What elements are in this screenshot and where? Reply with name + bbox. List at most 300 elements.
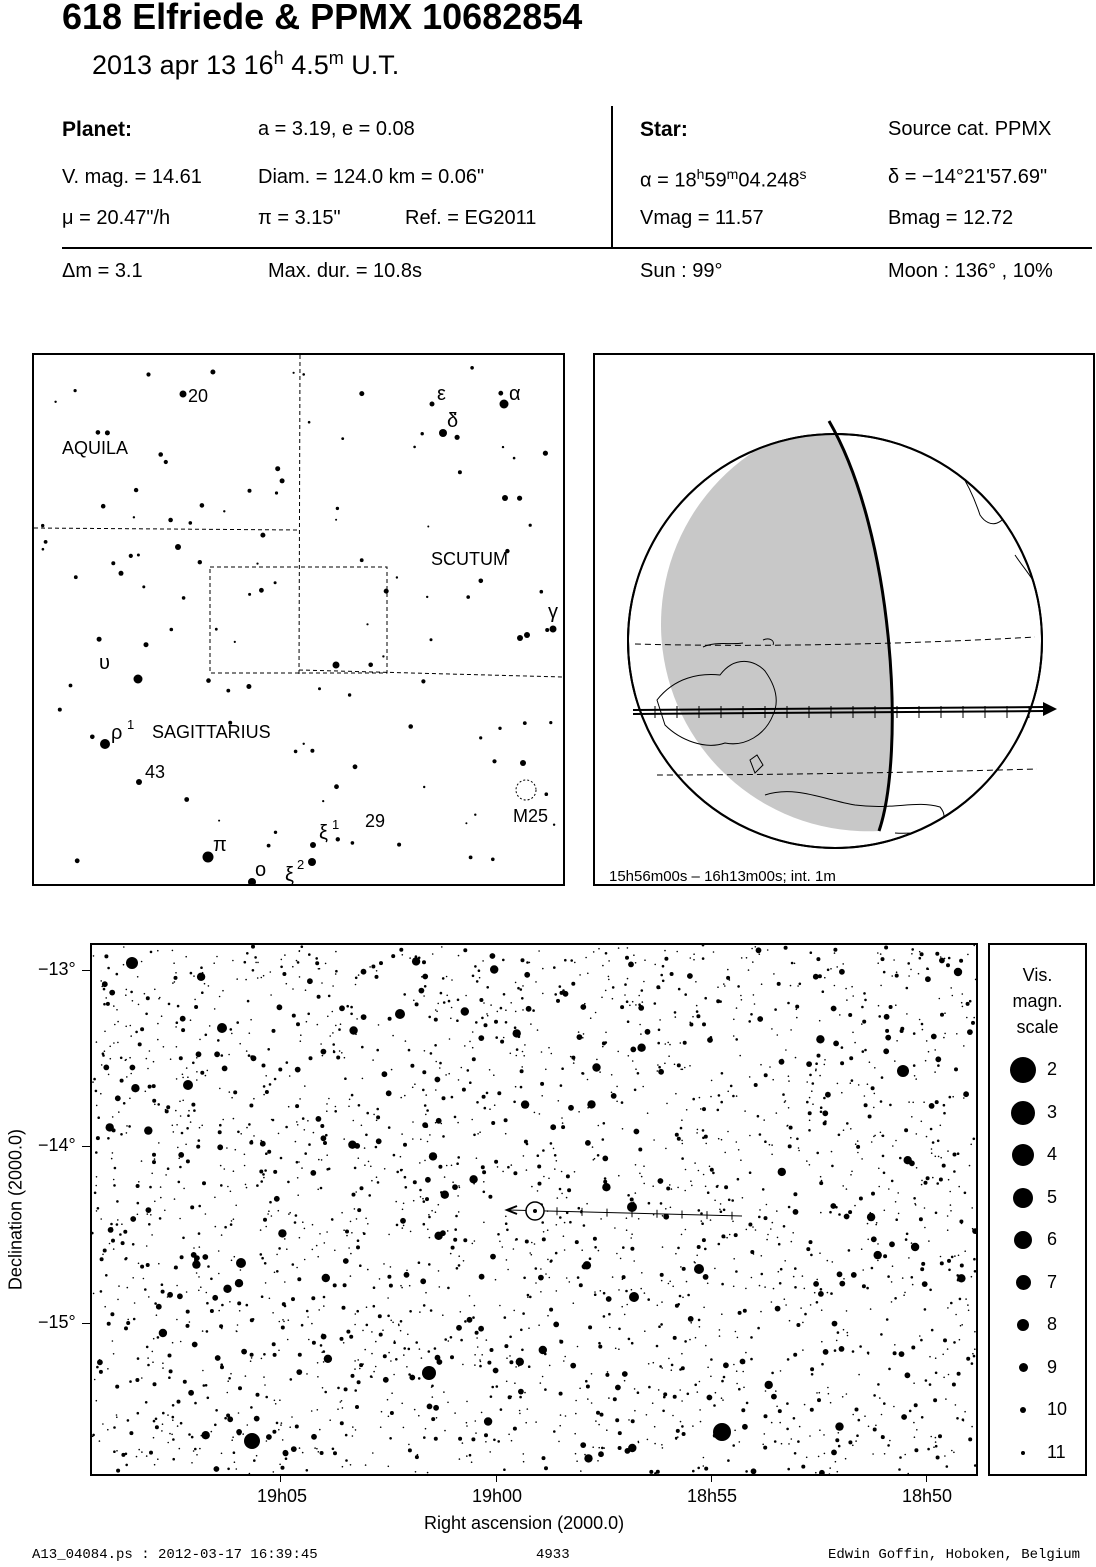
map-star	[548, 1047, 550, 1049]
map-star	[893, 1406, 895, 1408]
map-star	[792, 1232, 794, 1234]
map-star	[704, 1467, 708, 1471]
map-star	[179, 1448, 181, 1450]
map-star	[577, 1276, 580, 1279]
map-star	[935, 1372, 938, 1375]
map-star	[387, 1297, 389, 1299]
map-star	[394, 1340, 396, 1342]
map-star	[389, 1284, 393, 1288]
map-star	[838, 1445, 841, 1448]
map-star	[856, 1434, 859, 1437]
map-star	[263, 1177, 265, 1179]
map-star	[446, 976, 448, 978]
map-star	[523, 1055, 525, 1057]
map-star	[846, 1393, 848, 1395]
map-star	[738, 1149, 740, 1151]
map-star	[516, 1358, 524, 1366]
map-star	[165, 1174, 167, 1176]
map-star	[665, 1148, 667, 1150]
map-star	[702, 1129, 705, 1132]
magnitude-dot-4	[1012, 1144, 1034, 1166]
map-star	[569, 1221, 572, 1224]
map-star	[721, 1380, 724, 1383]
map-star	[211, 1431, 213, 1433]
map-star	[132, 1277, 134, 1279]
map-star	[301, 1324, 304, 1327]
map-star	[249, 1104, 253, 1108]
map-star	[542, 993, 544, 995]
map-star	[794, 1267, 797, 1270]
map-star	[201, 991, 204, 994]
map-star	[132, 1000, 134, 1002]
map-star	[966, 1357, 970, 1361]
map-star	[472, 1057, 476, 1061]
map-star	[450, 1336, 453, 1339]
map-star	[94, 1192, 97, 1195]
map-star	[608, 979, 610, 981]
map-star	[427, 1141, 429, 1143]
map-star	[230, 1191, 232, 1193]
map-star	[740, 995, 742, 997]
map-star	[843, 1129, 845, 1131]
map-star	[379, 1333, 383, 1337]
map-star	[914, 1403, 918, 1407]
map-star	[633, 1260, 635, 1262]
map-star	[404, 1176, 407, 1179]
map-star	[535, 981, 537, 983]
map-star	[907, 962, 910, 965]
map-star	[429, 1134, 431, 1136]
map-star	[829, 1467, 831, 1469]
map-star	[851, 1171, 853, 1173]
map-star	[664, 950, 666, 952]
map-star	[529, 1252, 531, 1254]
map-star	[943, 1377, 945, 1379]
map-star	[188, 1433, 191, 1436]
map-star	[554, 1168, 556, 1170]
map-star	[181, 1028, 185, 1032]
finder-star	[310, 749, 314, 753]
map-star	[622, 1128, 624, 1130]
map-star	[235, 1205, 237, 1207]
map-star	[126, 1076, 128, 1078]
map-star	[246, 1187, 248, 1189]
map-star	[100, 1093, 102, 1095]
map-star	[678, 988, 681, 991]
map-star	[898, 1213, 900, 1215]
x-tick-18h50: 18h50	[902, 1486, 953, 1506]
map-star	[973, 945, 975, 946]
map-star	[160, 1197, 162, 1199]
map-star	[176, 1285, 178, 1287]
map-star	[404, 1095, 406, 1097]
map-star	[278, 1247, 281, 1250]
map-star	[496, 1385, 499, 1388]
map-star	[155, 1425, 159, 1429]
map-star	[306, 1469, 309, 1472]
map-star	[642, 1001, 644, 1003]
map-star	[412, 1087, 414, 1089]
map-star	[809, 1240, 813, 1244]
finder-star	[543, 451, 548, 456]
finder-star	[274, 831, 277, 834]
map-star	[186, 1127, 189, 1130]
map-star	[823, 1349, 829, 1355]
map-star	[263, 1094, 265, 1096]
map-star	[191, 1462, 193, 1464]
map-star	[733, 1019, 735, 1021]
map-star	[240, 1269, 242, 1271]
map-star	[250, 1019, 252, 1021]
map-star	[391, 954, 395, 958]
map-star	[569, 1281, 571, 1283]
map-star	[172, 1458, 175, 1461]
map-star	[884, 1014, 890, 1020]
map-star	[224, 1168, 226, 1170]
map-star	[409, 1285, 411, 1287]
map-star	[959, 1339, 961, 1341]
map-star	[363, 1232, 365, 1234]
map-star	[537, 1190, 539, 1192]
magnitude-dot-5	[1013, 1188, 1033, 1208]
map-star	[212, 1295, 218, 1301]
map-star	[129, 1057, 131, 1059]
map-star	[279, 1399, 281, 1401]
map-star	[721, 1397, 723, 1399]
map-star	[721, 1072, 724, 1075]
magnitude-label-6: 6	[1047, 1229, 1058, 1249]
map-star	[175, 1026, 177, 1028]
map-star	[356, 1245, 360, 1249]
map-star	[896, 971, 898, 973]
map-star	[103, 1003, 106, 1006]
map-star	[654, 1443, 656, 1445]
map-star	[891, 1301, 893, 1303]
map-star	[844, 1214, 850, 1220]
star-label-29: 29	[365, 811, 386, 831]
map-star	[653, 1139, 655, 1141]
map-star	[554, 993, 557, 996]
map-star	[741, 957, 743, 959]
map-star	[144, 993, 146, 995]
map-star	[798, 1150, 800, 1152]
map-star	[116, 1416, 118, 1418]
map-star	[226, 1414, 230, 1418]
finder-star	[280, 478, 285, 483]
map-star	[418, 1261, 421, 1264]
map-star	[296, 1267, 298, 1269]
map-star	[802, 1275, 804, 1277]
map-star	[881, 1135, 883, 1137]
map-star	[350, 1006, 353, 1009]
map-star	[345, 1459, 348, 1462]
map-star	[762, 1444, 764, 1446]
map-star	[332, 1219, 334, 1221]
map-star	[112, 1116, 114, 1118]
map-star	[135, 1378, 139, 1382]
map-star	[871, 1192, 875, 1196]
map-star	[696, 1005, 698, 1007]
map-star	[362, 1363, 364, 1365]
map-star	[583, 1261, 591, 1269]
map-star	[199, 1039, 201, 1041]
map-star	[406, 1366, 408, 1368]
map-star	[643, 1183, 645, 1185]
map-star	[699, 1381, 701, 1383]
map-star	[179, 1218, 181, 1220]
finder-star	[97, 637, 102, 642]
map-star	[263, 1353, 266, 1356]
map-star	[682, 1143, 684, 1145]
map-star	[296, 1121, 298, 1123]
map-star	[591, 1373, 593, 1375]
map-star	[689, 1339, 691, 1341]
map-star	[319, 1429, 321, 1431]
map-star	[864, 1095, 866, 1097]
map-star	[804, 1313, 807, 1316]
map-star	[228, 1054, 230, 1056]
scale-title-line3: scale	[1016, 1017, 1059, 1037]
map-star	[287, 1181, 290, 1184]
map-star	[910, 969, 912, 971]
map-star	[113, 1426, 116, 1429]
map-star	[727, 1459, 730, 1462]
map-star	[841, 1092, 843, 1094]
map-star	[149, 1186, 152, 1189]
map-star	[799, 1426, 801, 1428]
map-star	[274, 1272, 276, 1274]
map-star	[95, 1185, 97, 1187]
map-star	[945, 1398, 947, 1400]
map-star	[328, 995, 331, 998]
map-star	[848, 1440, 852, 1444]
map-star	[487, 1361, 491, 1365]
map-star	[120, 1079, 124, 1083]
map-star	[474, 1240, 476, 1242]
map-star	[455, 1215, 458, 1218]
map-star	[147, 1068, 149, 1070]
map-star	[127, 1419, 130, 1422]
map-star	[850, 1128, 852, 1130]
map-star	[227, 1186, 229, 1188]
map-star	[912, 1102, 914, 1104]
map-star	[442, 1314, 444, 1316]
map-star	[162, 1412, 165, 1415]
map-star	[435, 1122, 437, 1124]
map-star	[681, 1157, 684, 1160]
map-star	[824, 1059, 826, 1061]
map-star	[961, 1223, 963, 1225]
map-star	[379, 1278, 381, 1280]
map-star	[923, 1101, 925, 1103]
map-star	[931, 1152, 933, 1154]
map-star	[504, 1344, 508, 1348]
finder-star	[466, 595, 470, 599]
map-star	[831, 1165, 834, 1168]
map-star	[452, 1184, 458, 1190]
map-star	[146, 1245, 148, 1247]
map-star	[611, 1092, 613, 1094]
planet-diameter: Diam. = 124.0 km = 0.06"	[258, 166, 485, 188]
map-star	[782, 1093, 785, 1096]
map-star	[544, 1353, 547, 1356]
map-star	[429, 1237, 431, 1239]
map-star	[240, 1133, 242, 1135]
map-star	[110, 1312, 114, 1316]
map-star	[707, 1037, 713, 1043]
map-star	[469, 1081, 472, 1084]
map-star	[645, 1029, 651, 1035]
map-star	[779, 1282, 782, 1285]
map-star	[556, 1160, 558, 1162]
map-star	[390, 1360, 392, 1362]
magnitude-label-4: 4	[1047, 1144, 1058, 1164]
map-star	[785, 1049, 787, 1051]
magnitude-label-5: 5	[1047, 1186, 1058, 1207]
map-star	[699, 1097, 701, 1099]
map-star	[616, 1101, 618, 1103]
map-star	[401, 1133, 403, 1135]
map-star	[704, 997, 707, 1000]
map-star	[381, 1411, 383, 1413]
map-star	[828, 1393, 830, 1395]
map-star	[159, 1329, 167, 1337]
map-star	[150, 951, 153, 954]
map-star	[596, 1411, 600, 1415]
finder-star	[469, 856, 473, 860]
map-star	[834, 1349, 837, 1352]
map-star	[682, 1267, 686, 1271]
map-star	[700, 1421, 702, 1423]
map-star	[597, 1460, 599, 1462]
map-star	[198, 1290, 200, 1292]
map-star	[852, 1350, 855, 1353]
map-star	[895, 1140, 897, 1142]
map-star	[793, 1276, 795, 1278]
map-star	[657, 1305, 659, 1307]
map-star	[421, 1357, 423, 1359]
map-star	[942, 1354, 944, 1356]
map-star	[320, 1043, 322, 1045]
map-star	[547, 1315, 549, 1317]
map-star	[758, 1216, 761, 1219]
finder-star	[465, 822, 467, 824]
map-star	[587, 1079, 589, 1081]
map-star	[368, 1161, 370, 1163]
map-star	[264, 1169, 267, 1172]
map-star	[607, 1371, 609, 1373]
map-star	[757, 1016, 763, 1022]
map-star	[485, 1441, 487, 1443]
map-star	[418, 957, 421, 960]
map-star	[638, 1148, 642, 1152]
map-star	[414, 1083, 416, 1085]
map-star	[346, 1235, 348, 1237]
map-star	[100, 1290, 103, 1293]
map-star	[628, 962, 634, 968]
map-star	[138, 1004, 140, 1006]
map-star	[507, 1166, 510, 1169]
finder-star	[175, 544, 181, 550]
map-star	[355, 984, 357, 986]
map-star	[770, 1228, 772, 1230]
map-star	[342, 1407, 344, 1409]
map-star	[652, 1185, 654, 1187]
map-star	[123, 946, 125, 948]
map-star	[919, 957, 922, 960]
map-star	[146, 1263, 150, 1267]
map-star	[304, 1228, 306, 1230]
map-star	[183, 1380, 187, 1384]
map-star	[762, 1188, 765, 1191]
map-star	[549, 1277, 551, 1279]
map-star	[157, 950, 159, 952]
map-star	[348, 1247, 350, 1249]
map-star	[288, 1213, 290, 1215]
map-star	[449, 1038, 451, 1040]
map-star	[499, 1241, 501, 1243]
map-star	[457, 1195, 459, 1197]
map-star	[161, 1290, 165, 1294]
map-star	[743, 1309, 747, 1313]
map-star	[203, 1384, 206, 1387]
map-star	[898, 1468, 901, 1471]
map-star	[559, 1425, 561, 1427]
map-star	[547, 1229, 549, 1231]
map-star	[104, 954, 108, 958]
map-star	[220, 1184, 223, 1187]
map-star	[887, 1444, 890, 1447]
map-star	[172, 982, 174, 984]
map-star	[435, 1061, 437, 1063]
map-star	[627, 978, 629, 980]
map-star	[686, 1109, 688, 1111]
map-star	[260, 1140, 262, 1142]
map-star	[476, 1157, 478, 1159]
map-star	[232, 1436, 234, 1438]
map-star	[972, 1353, 974, 1355]
map-star	[171, 1434, 173, 1436]
map-star	[198, 1232, 201, 1235]
map-star	[226, 1147, 228, 1149]
map-star	[333, 1051, 336, 1054]
map-star	[427, 1229, 429, 1231]
map-star	[479, 998, 483, 1002]
map-star	[92, 1081, 94, 1083]
map-star	[137, 1202, 140, 1205]
map-star	[822, 990, 825, 993]
map-star	[697, 1245, 701, 1249]
map-star	[279, 1464, 281, 1466]
map-star	[103, 1249, 107, 1253]
map-star	[958, 1186, 960, 1188]
map-star	[830, 1203, 836, 1209]
map-star	[662, 1246, 664, 1248]
map-star	[861, 1248, 863, 1250]
map-star	[291, 1297, 295, 1301]
map-star	[250, 1318, 254, 1322]
map-star	[944, 1455, 946, 1457]
map-star	[675, 1304, 679, 1308]
map-star	[626, 1229, 628, 1231]
map-star	[626, 1000, 629, 1003]
map-star	[153, 1061, 155, 1063]
finder-star	[382, 655, 384, 657]
map-star	[724, 1152, 726, 1154]
map-star	[297, 1124, 299, 1126]
map-star	[697, 1467, 700, 1470]
map-star	[198, 1276, 200, 1278]
